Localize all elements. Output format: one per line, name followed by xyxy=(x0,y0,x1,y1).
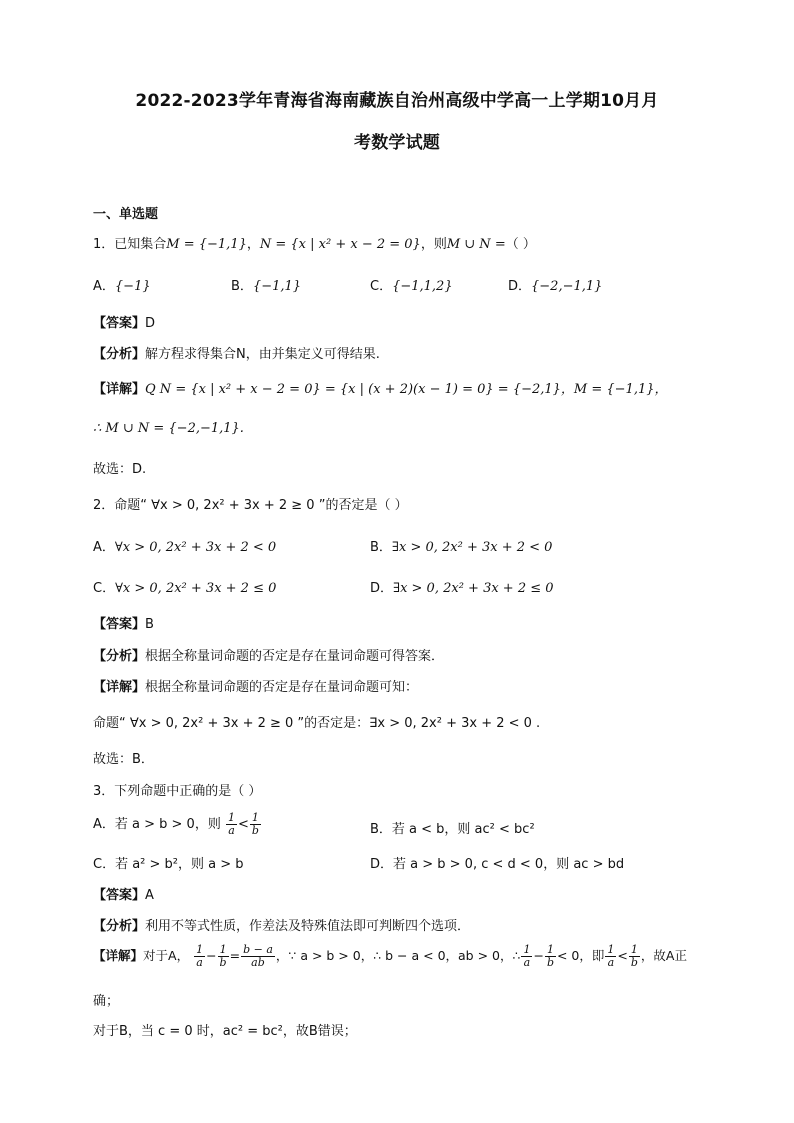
q3-detail-frac-1-a-3: $\frac{1}{a}$ xyxy=(607,943,615,969)
q2-detail-2: 命题“ ∀x > 0, 2x² + 3x + 2 ≥ 0 ”的否定是：∃x > 0, 2x² + 3x + 2 < 0 . xyxy=(93,716,541,731)
q2-answer: 【答案】B xyxy=(93,617,154,632)
q1-option-c: C．{−1,1,2} xyxy=(370,279,453,294)
q1-option-d: D．{−2,−1,1} xyxy=(508,279,603,294)
q3-detail-frac-1-a: $\frac{1}{a}$ xyxy=(196,943,204,969)
q2-detail-1: 【详解】根据全称量词命题的否定是存在量词命题可知： xyxy=(93,680,419,695)
q3-detail-frac-1-b-2: $\frac{1}{b}$ xyxy=(546,943,554,969)
q1-conclusion: 故选：D. xyxy=(93,462,147,477)
q3-option-c: C．若 a² > b²，则 a > b xyxy=(93,857,244,872)
q1-detail-2: ∴ M ∪ N = {−2,−1,1}. xyxy=(93,421,244,436)
q1-detail-1: 【详解】Q N = {x | x² + x − 2 = 0} = {x | (x + 2)(x − 1) = 0} = {−2,1}，M = {−1,1}， xyxy=(93,382,668,397)
q2-option-c: C．∀x > 0, 2x² + 3x + 2 ≤ 0 xyxy=(93,581,277,596)
q1-stem xyxy=(93,233,536,252)
q3-detail-cont: 确； xyxy=(93,994,120,1009)
q2-option-a: A．∀x > 0, 2x² + 3x + 2 < 0 xyxy=(93,540,277,555)
q1-stem-prefix: 1．已知集合 xyxy=(93,237,167,252)
q3-analysis: 【分析】利用不等式性质，作差法及特殊值法即可判断四个选项． xyxy=(93,919,471,934)
q3-frac-1-b: $\frac{1}{b}$ xyxy=(251,811,259,837)
q3-answer: 【答案】A xyxy=(93,888,154,903)
q3-frac-1-a: $\frac{1}{a}$ xyxy=(227,811,235,837)
q3-stem: 3．下列命题中正确的是（ ） xyxy=(93,784,262,799)
q1-option-a: A．{−1} xyxy=(93,279,151,294)
section-heading: 一、单选题 xyxy=(93,207,159,222)
q1-stem-post: ，则 xyxy=(420,237,447,252)
q2-conclusion: 故选：B． xyxy=(93,752,154,767)
q3-detail-frac-ba-ab: $\frac{b - a}{ab}$ xyxy=(243,943,273,969)
q3-option-b: B．若 a < b，则 ac² < bc² xyxy=(370,822,535,837)
q1-union: M ∪ N = xyxy=(446,237,506,252)
q3-option-d: D．若 a > b > 0, c < d < 0，则 ac > bd xyxy=(370,857,625,872)
q2-stem: 2．命题“ ∀x > 0, 2x² + 3x + 2 ≥ 0 ”的否定是（ ） xyxy=(93,498,408,513)
q3-detail-frac-1-b: $\frac{1}{b}$ xyxy=(219,943,227,969)
q1-option-b: B．{−1,1} xyxy=(231,279,302,294)
q2-analysis: 【分析】根据全称量词命题的否定是存在量词命题可得答案． xyxy=(93,649,445,664)
q3-detail-b: 对于B，当 c = 0 时，ac² = bc²，故B错误； xyxy=(93,1024,357,1039)
q1-paren: （ ） xyxy=(505,237,536,252)
q3-detail-1: 【详解】对于A， $\frac{1}{a}$ − $\frac{1}{b}$ = $\frac{b - a}{ab}$ ，∵ a > b > 0，∴ b − a < 0，ab > 0，∴ $\frac{1}{a}$ − $\frac{1}{b}$ < 0，即 $\frac{1}{a}$ < $\frac{1}{b}$ ，故A正 xyxy=(93,943,687,969)
q2-option-d: D．∃x > 0, 2x² + 3x + 2 ≤ 0 xyxy=(370,581,554,596)
document-title-line-1: 2022-2023学年青海省海南藏族自治州高级中学高一上学期10月月 xyxy=(135,91,659,111)
q1-set-n: N = {x | x² + x − 2 = 0} xyxy=(259,237,421,252)
q1-separator: ， xyxy=(246,237,260,252)
q3-detail-frac-1-b-3: $\frac{1}{b}$ xyxy=(630,943,638,969)
q3-option-a: A．若 a > b > 0，则 $\frac{1}{a}$ < $\frac{1}{b}$ xyxy=(93,811,259,837)
q1-set-m: M = {−1,1} xyxy=(166,237,247,252)
q1-answer: 【答案】D xyxy=(93,316,156,331)
q3-detail-frac-1-a-2: $\frac{1}{a}$ xyxy=(523,943,531,969)
q2-option-b: B．∃x > 0, 2x² + 3x + 2 < 0 xyxy=(370,540,553,555)
document-title-line-2: 考数学试题 xyxy=(354,133,440,153)
q1-analysis: 【分析】解方程求得集合N，由并集定义可得结果. xyxy=(93,347,380,362)
